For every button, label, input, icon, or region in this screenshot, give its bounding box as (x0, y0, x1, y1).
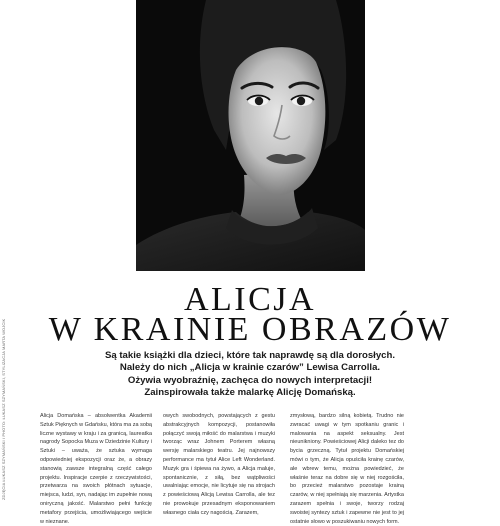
article-title-line-1: ALICJA (183, 281, 317, 318)
portrait-photo (136, 0, 365, 271)
photo-credit-text: ZDJĘCIA ŁUKASZ SZYMAŃSKI / PHOTO: ŁUKASZ SZYMAŃSKI, STYLIZACJA MARTA WOJCIK (1, 318, 6, 500)
body-column-2: owych swobodnych, powstających z gestu abstrakcyjnych kompozycji, postanowiła połączyć swoją miłość do malarstwa i muzyki tworząc wraz Johnem Porterem własną wersję malarskiego teatru. Jej najnowszy performance ma tytuł Alice Left Wonderland. Muzyk gra i śpiewa na żywo, a Alicja maluje, spontanicznie, z siłą, bez wątpliwości uwalniając emocje, nie licytuje się na strojach z powieściową Alicją Lewisa Carrolla, ale tez nie prowokuje przesadnym eksponowaniem własnego ciała czy nagością. Zarazem, (163, 413, 275, 516)
portrait-illustration (136, 0, 365, 271)
body-column-3: zmysłową, bardzo silną kobietą. Trudno nie zwracać uwagi w tym spotkaniu granic i malowania na aspekt seksualny. Jest nieunikniony. Powieściowej Alicji daleko tez do bycia grzeczną. Tytuł projektu Domańskiej mówi o tym, że Alicja opuściła krainę czarów, ale wbrew temu, można powiedzieć, że właśnie teraz na dobre się w niej rozgościła, bo przecież malarstwo pozostaje krainą czarów, w niej spełniają się marzenia. Artystka zarazem spełnia i swoje, tworzy rodzaj swoistej syntezy sztuk i zapewne nie jest to jej ostatnie słowo w poszukiwaniu nowych form. (290, 413, 404, 525)
article-title-line-2: W KRAINIE OBRAZÓW (48, 311, 452, 348)
article-lead: Są takie książki dla dzieci, które tak naprawdę są dla dorosłych. Należy do nich „Alicja w krainie czarów” Lewisa Carrolla. Ożywia wyobraźnię, zachęca do nowych interpretacji! Zainspirowała także malarkę Alicję Domańską. (104, 350, 396, 399)
body-column-1: Alicja Domańska – absolwentka Akademii Sztuk Pięknych w Gdańsku, która ma za sobą liczne wystawy w kraju i za granicą, laureatka nagrody Sopocka Muza w Dziedzinie Kultury i Sztuki – uważa, że sztuka wymaga odpowiedniej ekspozycji oraz że, a obrazy stanowią zawsze integralną część całego projektu. Inspiracje czerpie z rzeczywistości, przetwarza na swoich płótnach sytuacje, miejsca, ludzi, syn, nadając im zupełnie nową oniryczną jakość. Malarstwo pełni funkcję metafory przejścia, umożliwiającego wejście w nieznane. (40, 413, 152, 525)
